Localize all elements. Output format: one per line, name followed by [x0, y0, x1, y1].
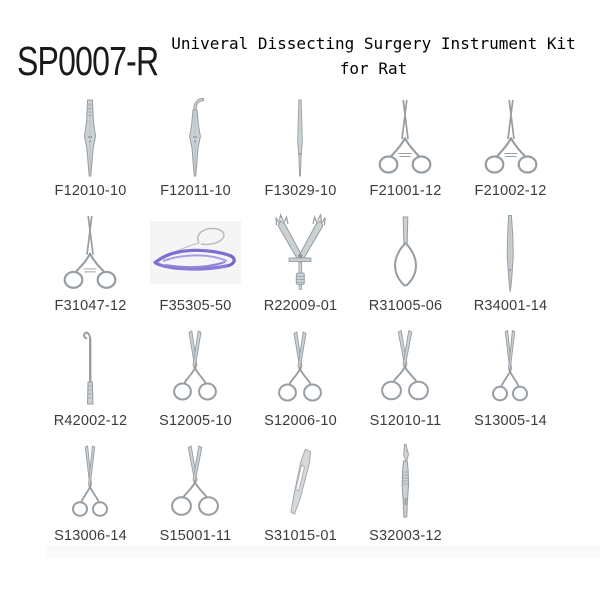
kit-title: [150, 31, 597, 81]
instrument-code: F35305-50: [159, 298, 232, 314]
instrument-card: [248, 212, 353, 327]
instrument-code: F12011-10: [160, 183, 231, 199]
instrument-grid: [38, 97, 563, 557]
scissors-icon: [143, 442, 248, 526]
curved-forceps-icon: [143, 97, 248, 181]
micro-hook-icon: [38, 327, 143, 411]
instrument-code: S13006-14: [54, 528, 127, 544]
kit-title-line2: for Rat: [339, 59, 408, 78]
scissors-icon: [38, 442, 143, 526]
instrument-card: [143, 97, 248, 212]
instrument-code: R22009-01: [263, 298, 338, 314]
instrument-card: [38, 327, 143, 442]
instrument-card: [143, 212, 248, 327]
instrument-code: S12010-11: [369, 413, 442, 429]
instrument-code: F31047-12: [54, 298, 127, 314]
instrument-code: F21001-12: [369, 183, 442, 199]
instrument-code: R34001-14: [473, 298, 548, 314]
micro-forceps-icon: [248, 97, 353, 181]
instrument-code: S12005-10: [159, 413, 232, 429]
hemostat-forceps-icon: [353, 97, 458, 181]
retractor-icon: [248, 212, 353, 296]
instrument-card: [248, 327, 353, 442]
scalpel-blade-icon: [248, 442, 353, 526]
scissors-icon: [458, 327, 563, 411]
instrument-card: [458, 327, 563, 442]
instrument-card: [353, 97, 458, 212]
kit-title-line1: Univeral Dissecting Surgery Instrument Kit: [171, 34, 576, 53]
straight-forceps-icon: [38, 97, 143, 181]
instrument-card: [38, 97, 143, 212]
instrument-code: F12010-10: [54, 183, 127, 199]
instrument-card: [38, 442, 143, 557]
instrument-code: R42002-12: [53, 413, 128, 429]
scalpel-handle-icon: [353, 442, 458, 526]
hemostat-forceps-icon: [38, 212, 143, 296]
instrument-card: [143, 442, 248, 557]
instrument-card: [353, 212, 458, 327]
instrument-code: S15001-11: [159, 528, 232, 544]
instrument-code: S13005-14: [474, 413, 547, 429]
instrument-code: S12006-10: [264, 413, 337, 429]
instrument-code: F21002-12: [474, 183, 547, 199]
flat-handle-icon: [458, 212, 563, 296]
instrument-card: [353, 442, 458, 557]
scissors-icon: [143, 327, 248, 411]
scissors-icon: [248, 327, 353, 411]
product-code: SP0007-R: [17, 38, 159, 84]
curved-hemostat-forceps-icon: [458, 97, 563, 181]
instrument-card: [458, 212, 563, 327]
instrument-card: [248, 97, 353, 212]
instrument-code: S31015-01: [264, 528, 337, 544]
instrument-card: [143, 327, 248, 442]
instrument-code: S32003-12: [369, 528, 442, 544]
instrument-card: [38, 212, 143, 327]
instrument-card: [248, 442, 353, 557]
instrument-card: [458, 97, 563, 212]
suture-thread-icon: [143, 212, 248, 296]
instrument-code: R31005-06: [368, 298, 443, 314]
instrument-code: F13029-10: [264, 183, 337, 199]
scissors-icon: [353, 327, 458, 411]
wire-loop-icon: [353, 212, 458, 296]
instrument-card: [353, 327, 458, 442]
